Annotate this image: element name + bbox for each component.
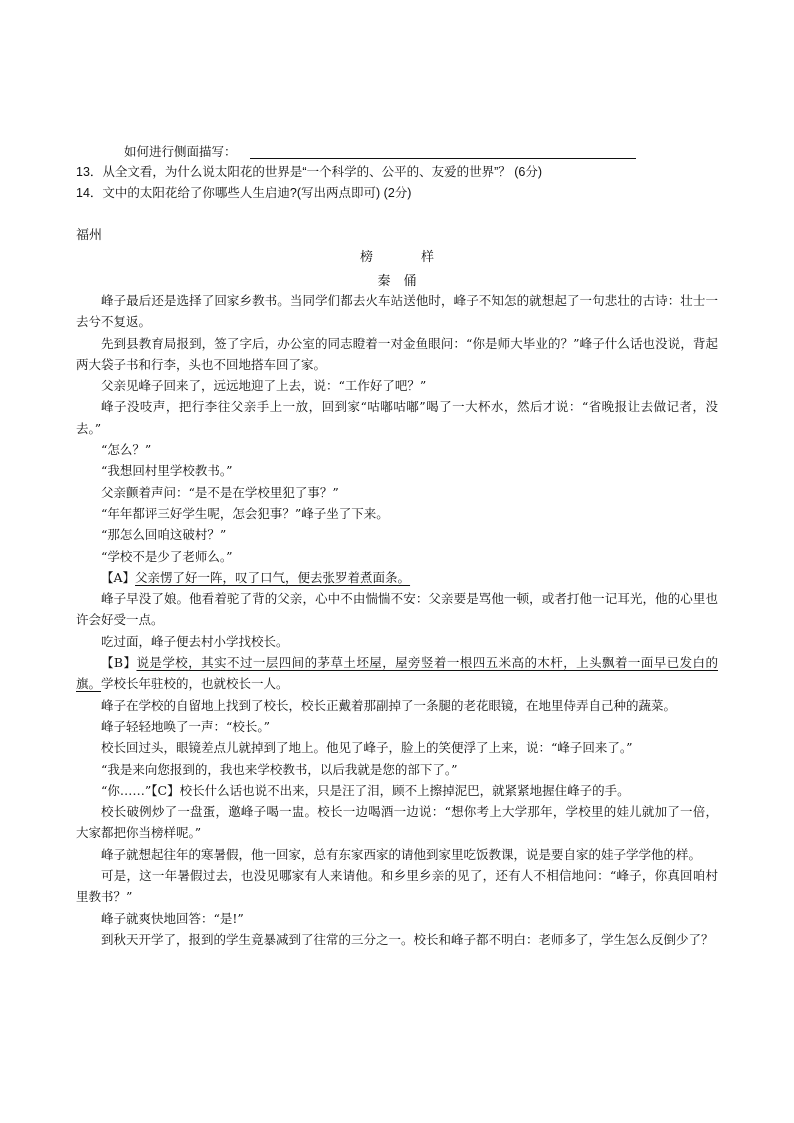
paragraph: 峰子最后还是选择了回家乡教书。当同学们都去火车站送他时，峰子不知怎的就想起了一句悲壮的古诗：壮士一去兮不复返。: [76, 293, 718, 330]
side-description-prompt: 如何进行侧面描写：: [124, 145, 237, 159]
paragraph: “我想回村里学校教书。”: [101, 463, 233, 479]
paragraph: “那怎么回咱这破村？”: [101, 527, 227, 543]
article-title-char-1: 榜: [359, 250, 373, 265]
marker-a: 【A】: [101, 569, 136, 585]
article-title: [76, 246, 718, 265]
paragraph: “怎么？”: [101, 442, 152, 458]
paragraph: 峰子没吱声，把行李往父亲手上一放，回到家“咕嘟咕嘟”喝了一大杯水，然后才说：“省晚报让去做记者，没去。”: [76, 399, 718, 436]
paragraph: 峰子就爽快地回答：“是!”: [101, 910, 244, 926]
paragraph: 校长回过头，眼镜差点儿就掉到了地上。他见了峰子，脸上的笑便浮了上来，说：“峰子回来了。”: [101, 740, 633, 756]
paragraph: 父亲见峰子回来了，远远地迎了上去，说：“工作好了吧？”: [101, 378, 427, 394]
paragraph-c-rest: 校长什么话也说不出来，只是汪了泪，顾不上擦掉泥巴，就紧紧地握住峰子的手。: [179, 782, 630, 798]
region-label: 福州: [76, 228, 103, 243]
marker-c: 【C】: [151, 782, 180, 798]
paragraph: 可是，这一年暑假过去，也没见哪家有人来请他。和乡里乡亲的见了，还有人不相信地问：“峰子，你真回咱村里教书？”: [76, 868, 718, 905]
paragraph-b-rest: 学校长年驻校的，也就校长一人。: [101, 676, 289, 692]
paragraph: “学校不是少了老师么。”: [101, 548, 233, 564]
paragraph: 峰子就想起往年的寒暑假，他一回家，总有东家西家的请他到家里吃饭教课，说是要自家的娃子学学他的样。: [101, 846, 702, 862]
underlined-sentence-a: 父亲愣了好一阵，叹了口气，便去张罗着煮面条。: [135, 569, 411, 585]
paragraph-a: [76, 567, 718, 588]
paragraph: “我是来向您报到的，我也来学校教书，以后我就是您的部下了。”: [101, 761, 458, 777]
paragraph-c: [76, 780, 718, 801]
underlined-sentence-b: 说是学校，其实不过一层四间的茅草土坯屋，屋旁竖着一根四五米高的木杆，上头飘着一面早已发白的旗。: [76, 655, 718, 692]
paragraph: 峰子轻轻地唤了一声：“校长。”: [101, 718, 271, 734]
paragraph: 父亲颤着声问：“是不是在学校里犯了事？”: [101, 484, 339, 500]
paragraph: “年年都评三好学生呢，怎会犯事？”峰子坐了下来。: [101, 505, 389, 521]
marker-b: 【B】: [101, 655, 137, 671]
paragraph: 吃过面，峰子便去村小学找校长。: [101, 633, 289, 649]
paragraph-b: [76, 652, 718, 695]
paragraph: 先到县教育局报到，签了字后，办公室的同志瞪着一对金鱼眼问：“你是师大毕业的？”峰子什么话也没说，背起两大袋子书和行李，头也不回地搭车回了家。: [76, 335, 718, 372]
paragraph: 峰子早没了娘。他看着驼了背的父亲，心中不由惴惴不安：父亲要是骂他一顿，或者打他一记耳光，他的心里也许会好受一点。: [76, 591, 718, 628]
paragraph: 校长破例炒了一盘蛋，邀峰子喝一盅。校长一边喝酒一边说：“想你考上大学那年，学校里的娃儿就加了一倍，大家都把你当榜样呢。”: [76, 804, 718, 841]
article-body: [76, 290, 718, 950]
paragraph: 到秋天开学了，报到的学生竟暴减到了往常的三分之一。校长和峰子都不明白：老师多了，学生怎么反倒少了？: [101, 931, 714, 947]
article-title-char-2: 样: [421, 250, 435, 265]
paragraph: 峰子在学校的自留地上找到了校长，校长正戴着那副掉了一条腿的老花眼镜，在地里侍弄自己种的蔬菜。: [101, 697, 677, 713]
article-author: 秦 俑: [377, 274, 417, 289]
paragraph-c-start: “你……”: [101, 782, 152, 798]
question-14: 14．文中的太阳花给了你哪些人生启迪?(写出两点即可) (2分): [76, 186, 412, 200]
question-13: 13．从全文看，为什么说太阳花的世界是“一个科学的、公平的、友爱的世界”？ (6分): [76, 165, 542, 179]
answer-blank-line[interactable]: [250, 158, 636, 159]
